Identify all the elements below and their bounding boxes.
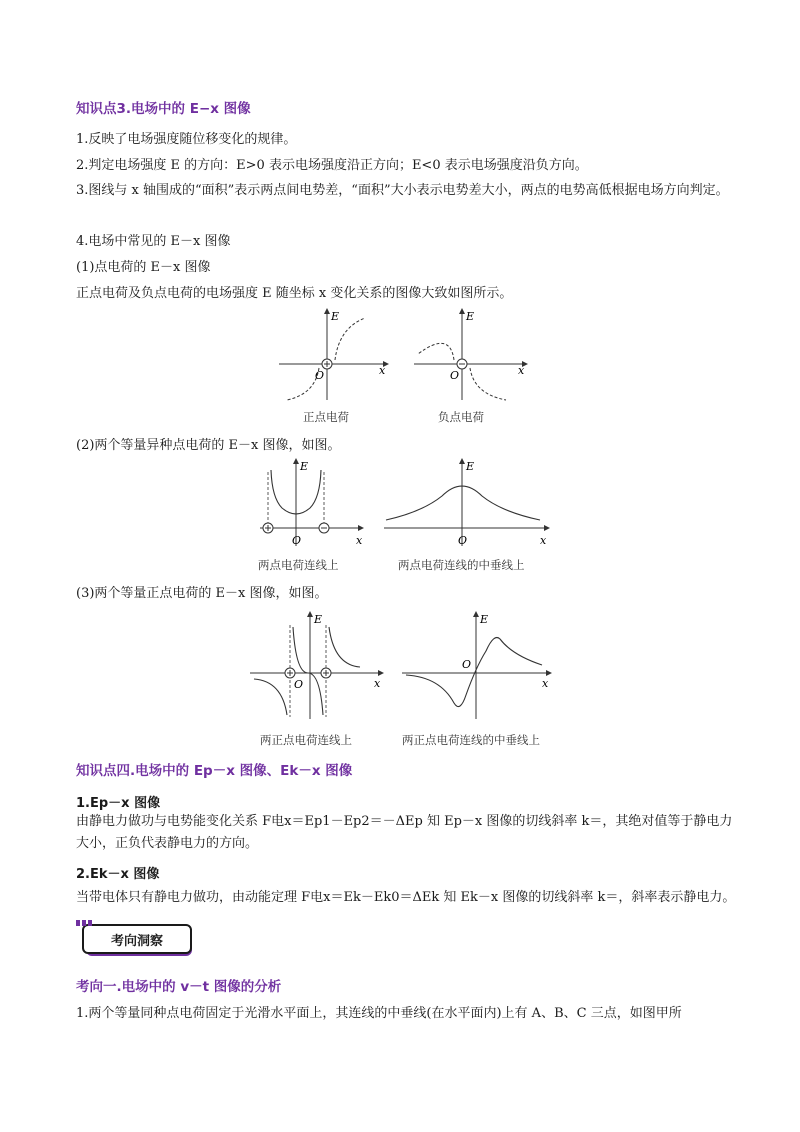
origin-label: O — [458, 534, 468, 547]
caption-equal-line: 两正点电荷连线上 — [260, 733, 352, 747]
axis-e-label: E — [466, 310, 475, 323]
section3-p1: 1.反映了电场强度随位移变化的规律。 — [76, 132, 297, 147]
section3-p7: (2)两个等量异种点电荷的 E－x 图像，如图。 — [76, 438, 341, 453]
axis-e-label: E — [331, 310, 340, 323]
caption-positive: 正点电荷 — [303, 410, 349, 424]
direction-banner — [76, 918, 194, 958]
section3-p8: (3)两个等量正点电荷的 E－x 图像，如图。 — [76, 586, 328, 601]
caption-opposite-line: 两点电荷连线上 — [258, 558, 339, 572]
direction1-p1: 1.两个等量同种点电荷固定于光滑水平面上，其连线的中垂线(在水平面内)上有 A、B、C 三点，如图甲所 — [76, 1006, 682, 1021]
axis-e-label: E — [480, 613, 489, 626]
banner-label: 考向洞察 — [82, 924, 192, 954]
axis-x-label: x — [542, 677, 549, 690]
figure-positive-charge — [275, 308, 390, 403]
direction1-title: 考向一.电场中的 v－t 图像的分析 — [76, 979, 282, 995]
axis-e-label: E — [314, 613, 323, 626]
axis-e-label: E — [466, 460, 475, 473]
section4-s2-text: 当带电体只有静电力做功，由动能定理 F电x＝Ek－Ek0＝ΔEk 知 Ek－x 图像的切线斜率 k＝，斜率表示静电力。 — [76, 890, 736, 905]
section3-p2: 2.判定电场强度 E 的方向：E>0 表示电场强度沿正方向；E<0 表示电场强度沿负方向。 — [76, 158, 588, 173]
axis-x-label: x — [540, 534, 547, 547]
figure-negative-charge — [410, 308, 530, 403]
section3-title: 知识点3.电场中的 E−x 图像 — [76, 101, 251, 117]
caption-opposite-perp: 两点电荷连线的中垂线上 — [398, 558, 525, 572]
section3-p5: (1)点电荷的 E－x 图像 — [76, 260, 211, 275]
section4-s2: 2.Ek－x 图像 — [76, 867, 160, 882]
axis-x-label: x — [379, 364, 386, 377]
section4-s1: 1.Ep－x 图像 — [76, 796, 161, 811]
origin-label: O — [462, 658, 472, 671]
banner-tag-icon — [76, 920, 98, 926]
figure-opposite-line — [258, 458, 366, 550]
origin-label: O — [315, 369, 325, 382]
section3-p4: 4.电场中常见的 E－x 图像 — [76, 234, 231, 249]
origin-label: O — [450, 369, 460, 382]
section4-title: 知识点四.电场中的 Ep－x 图像、Ek－x 图像 — [76, 763, 353, 779]
origin-label: O — [292, 534, 302, 547]
section3-p3: 3.图线与 x 轴围成的“面积”表示两点间电势差，“面积”大小表示电势差大小，两点的电势高低根据电场方向判定。 — [76, 183, 729, 198]
axis-x-label: x — [356, 534, 363, 547]
section4-s1-text: 由静电力做功与电势能变化关系 F电x＝Ep1－Ep2＝－ΔEp 知 Ep－x 图像的切线斜率 k＝，其绝对值等于静电力大小，正负代表静电力的方向。 — [76, 814, 733, 851]
origin-label: O — [294, 678, 304, 691]
caption-equal-perp: 两正点电荷连线的中垂线上 — [402, 733, 540, 747]
section3-p6: 正点电荷及负点电荷的电场强度 E 随坐标 x 变化关系的图像大致如图所示。 — [76, 286, 513, 301]
caption-negative: 负点电荷 — [438, 410, 484, 424]
axis-x-label: x — [518, 364, 525, 377]
figure-equal-line — [248, 611, 386, 721]
axis-e-label: E — [300, 460, 309, 473]
figure-opposite-perp — [382, 458, 552, 550]
figure-equal-perp — [400, 611, 555, 721]
axis-x-label: x — [374, 677, 381, 690]
